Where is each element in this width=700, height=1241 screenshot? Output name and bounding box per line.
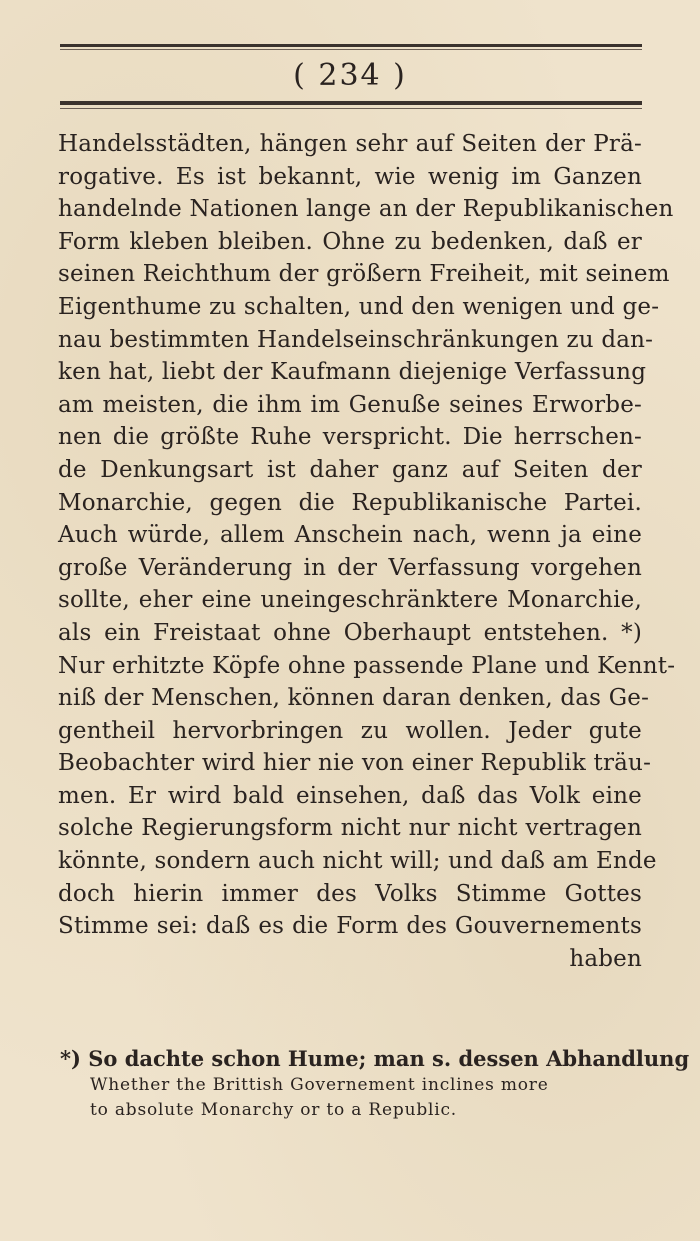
text-line: Auch würde, allem Anschein nach, wenn ja eine	[58, 522, 642, 549]
body-text	[58, 128, 676, 975]
footnote	[60, 1045, 690, 1123]
text-line: solche Regierungsform nicht nur nicht vertragen	[58, 815, 642, 842]
text-line: men. Er wird bald einsehen, daß das Volk eine	[58, 782, 642, 809]
header-rule-top-thin	[60, 49, 642, 50]
text-line: Stimme sei: daß es die Form des Gouvernements	[58, 913, 642, 940]
text-line: ken hat, liebt der Kaufmann diejenige Verfassung	[58, 359, 647, 386]
text-line: am meisten, die ihm im Genuße seines Erworbe-	[58, 391, 642, 418]
text-line: de Denkungsart ist daher ganz auf Seiten der	[58, 456, 642, 483]
text-line: Handelsstädten, hängen sehr auf Seiten der Prä-	[58, 131, 642, 157]
text-line: handelnde Nationen lange an der Republikanischen	[58, 196, 674, 223]
text-line: gentheil hervorbringen zu wollen. Jeder gute	[58, 717, 642, 744]
footnote-german-line: *) So dachte schon Hume; man s. dessen Abhandlung	[60, 1046, 690, 1071]
header-rule-bottom-thin	[60, 108, 642, 109]
text-line: Form kleben bleiben. Ohne zu bedenken, daß er	[58, 228, 642, 255]
text-line: doch hierin immer des Volks Stimme Gottes	[58, 880, 642, 907]
text-line: könnte, sondern auch nicht will; und daß am Ende	[58, 848, 657, 875]
text-line: niß der Menschen, können daran denken, das Ge-	[58, 685, 650, 712]
footnote-english-line-2: to absolute Monarchy or to a Republic.	[90, 1100, 458, 1120]
text-line: große Veränderung in der Verfassung vorgehen	[58, 554, 642, 581]
text-line: sollte, eher eine uneingeschränktere Monarchie,	[58, 587, 642, 614]
text-line: Nur erhitzte Köpfe ohne passende Plane und Kennt-	[58, 652, 676, 679]
text-line: als ein Freistaat ohne Oberhaupt entstehen. *)	[58, 619, 642, 646]
catchword: haben	[569, 945, 642, 972]
text-line: nau bestimmten Handelseinschränkungen zu dan-	[58, 326, 654, 353]
page-number: ( 234 )	[293, 58, 407, 93]
text-line: rogative. Es ist bekannt, wie wenig im Ganzen	[58, 163, 642, 190]
header-rule-top	[60, 44, 642, 47]
text-line: Beobachter wird hier nie von einer Republik träu-	[58, 750, 652, 777]
header-rule-bottom	[60, 101, 642, 105]
text-line: Monarchie, gegen die Republikanische Partei.	[58, 489, 642, 516]
footnote-english-line-1: Whether the Brittish Governement inclines more	[90, 1075, 549, 1095]
text-line: seinen Reichthum der größern Freiheit, mit seinem	[58, 261, 670, 288]
text-line: nen die größte Ruhe verspricht. Die herrschen-	[58, 424, 642, 451]
text-line: Eigenthume zu schalten, und den wenigen und ge-	[58, 293, 660, 320]
